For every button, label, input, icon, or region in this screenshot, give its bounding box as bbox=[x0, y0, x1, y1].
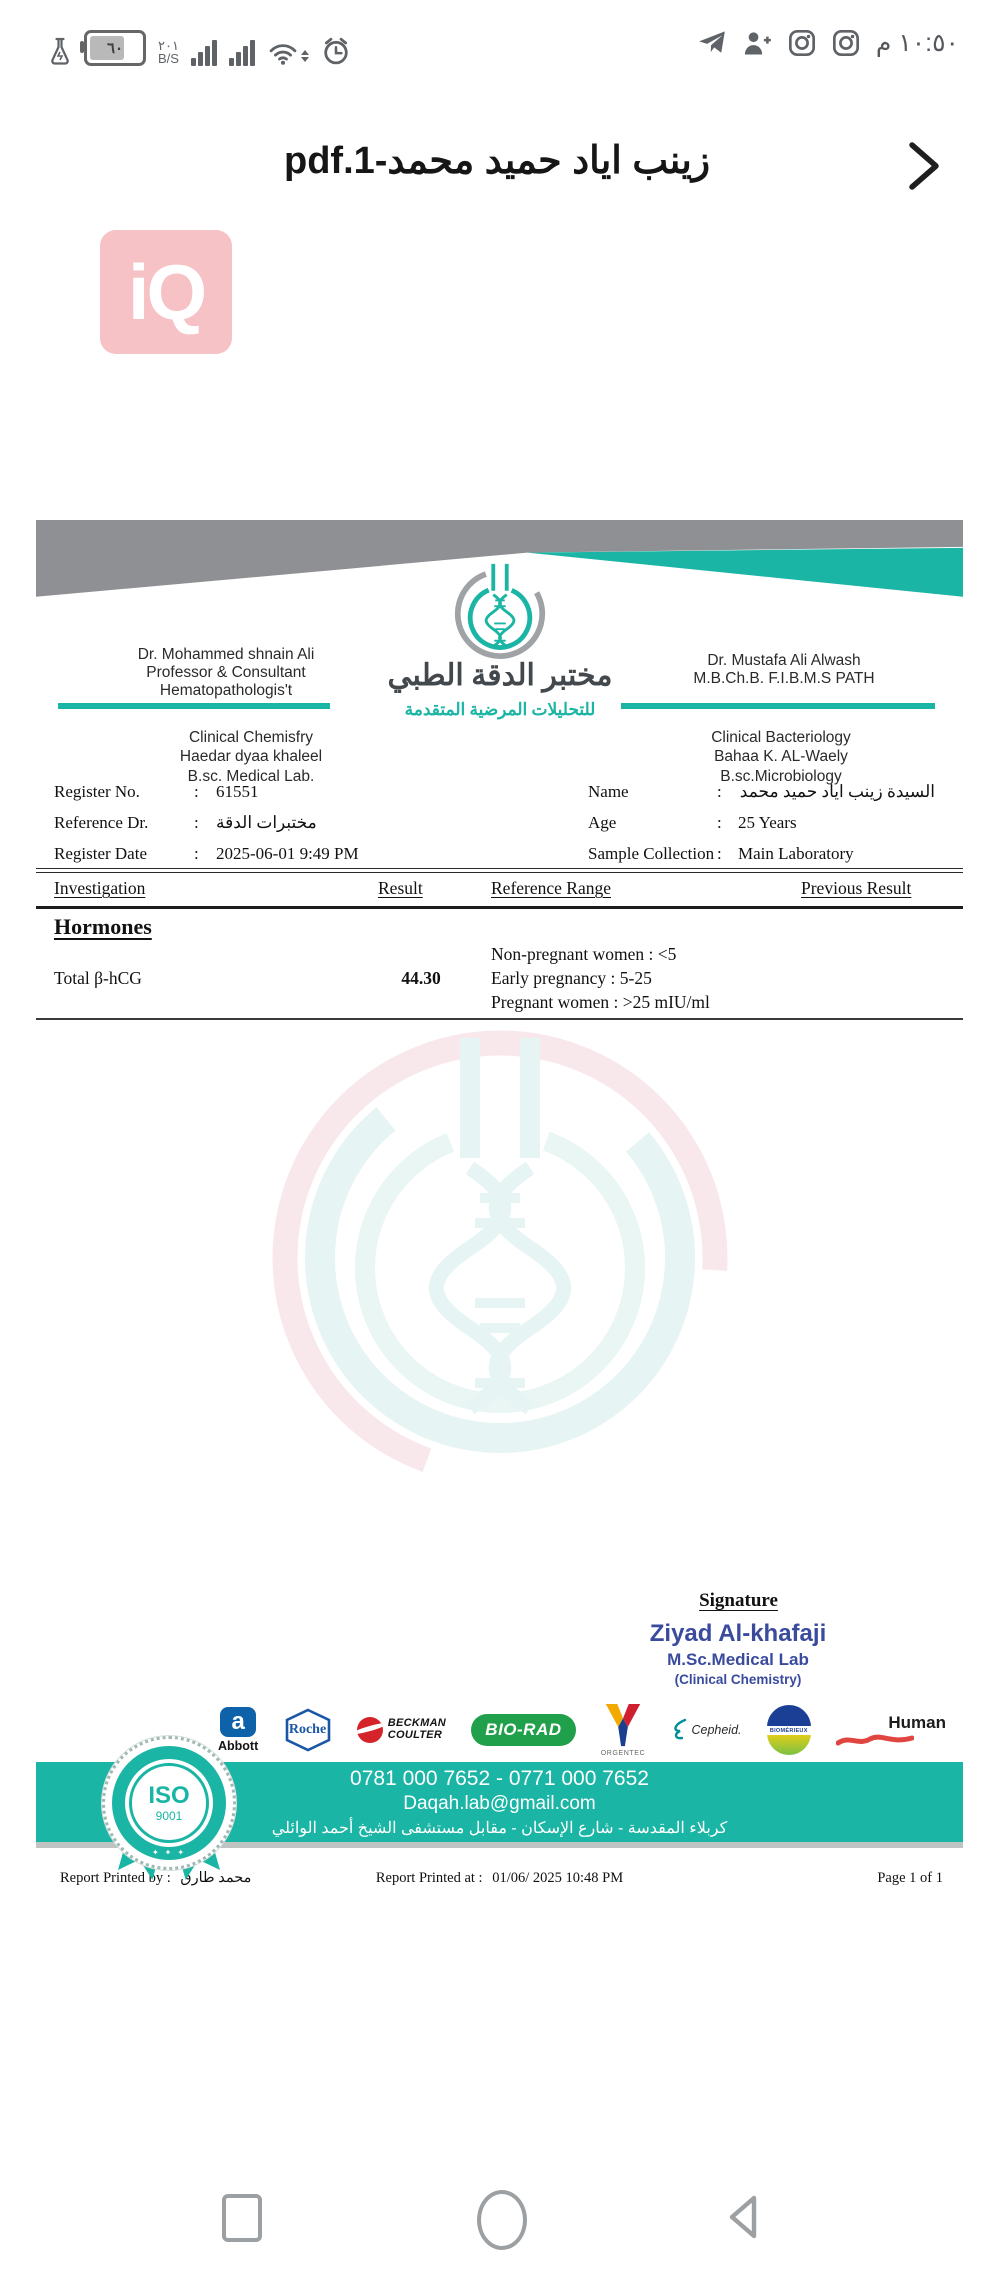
pdf-page[interactable] bbox=[36, 520, 963, 1900]
back-chevron-button[interactable] bbox=[902, 136, 946, 196]
test-result: 44.30 bbox=[401, 968, 441, 988]
person-add-icon bbox=[742, 30, 772, 56]
reference-dr-value: مختبرات الدقة bbox=[216, 813, 317, 832]
network-speed-value: ٢٠١ bbox=[158, 37, 179, 53]
network-speed-unit: B/S bbox=[158, 51, 179, 67]
nav-home-button[interactable] bbox=[477, 2190, 527, 2250]
colon: : bbox=[717, 844, 722, 863]
battery-nub bbox=[80, 41, 84, 53]
beckman-word-2: COULTER bbox=[387, 1729, 443, 1741]
sample-collection-value: Main Laboratory bbox=[738, 844, 854, 863]
staff-right-dept: Clinical Bacteriology bbox=[711, 729, 851, 746]
wifi-icon bbox=[267, 40, 309, 66]
beckman-word-1: BECKMAN bbox=[387, 1717, 447, 1730]
cellular-signal-icon-2 bbox=[229, 40, 255, 66]
col-header-result: Result bbox=[378, 878, 423, 898]
staff-left-name: Haedar dyaa khaleel bbox=[179, 748, 323, 766]
name-label: Name bbox=[588, 782, 629, 801]
reference-range-line: Early pregnancy : 5-25 bbox=[491, 968, 652, 989]
iso-number: 9001 bbox=[155, 1809, 183, 1823]
iso-text: ISO bbox=[148, 1782, 190, 1809]
signature-degree: M.Sc.Medical Lab bbox=[667, 1650, 809, 1669]
printed-at-label: Report Printed at : bbox=[375, 1870, 483, 1886]
document-title: زينب اياد حميد محمد-pdf.1 bbox=[284, 140, 711, 182]
reference-dr-label: Reference Dr. bbox=[54, 813, 149, 832]
status-time: ١٠:٥٠ م bbox=[875, 29, 959, 57]
street-address: كربلاء المقدسة - شارع الإسكان - مقابل مستشفى الشيخ أحمد الوائلي bbox=[271, 1820, 728, 1837]
lab-dna-flask-logo bbox=[452, 558, 548, 662]
instagram-icon-1 bbox=[788, 29, 816, 57]
brand-biorad-logo: BIO-RAD bbox=[471, 1714, 575, 1746]
staff-left-block bbox=[91, 728, 411, 786]
age-label: Age bbox=[588, 813, 617, 832]
brand-biomerieux-logo bbox=[767, 1705, 811, 1755]
page-number: Page 1 of 1 bbox=[877, 1870, 943, 1886]
reference-range-line: Pregnant women : >25 mIU/ml bbox=[491, 992, 710, 1013]
colon: : bbox=[717, 813, 722, 832]
printed-by-label: Report Printed by : bbox=[60, 1870, 171, 1886]
alarm-icon bbox=[321, 36, 351, 66]
iq-logo bbox=[100, 230, 232, 354]
wifi-traffic-arrows bbox=[301, 50, 309, 66]
doctor-right-block bbox=[614, 652, 954, 688]
signature-name: Ziyad Al-khafaji bbox=[649, 1620, 827, 1647]
iso-9001-badge bbox=[102, 1736, 236, 1870]
abbott-wordmark: Abbott bbox=[218, 1739, 259, 1753]
printed-at-value: 01/06/ 2025 10:48 PM bbox=[492, 1870, 624, 1886]
register-date-label: Register Date bbox=[54, 844, 147, 863]
brand-beckman-coulter-logo bbox=[357, 1717, 446, 1743]
partner-brand-logos bbox=[218, 1690, 948, 1770]
lab-flask-icon bbox=[48, 36, 72, 66]
brand-orgentec-logo bbox=[601, 1704, 645, 1757]
orgentec-wordmark: ORGENTEC bbox=[600, 1749, 646, 1757]
report-printed-at bbox=[36, 1870, 963, 1887]
doctor-left-title: Professor & Consultant bbox=[146, 663, 306, 681]
col-header-previous-result: Previous Result bbox=[801, 878, 912, 898]
telegram-icon bbox=[698, 30, 726, 56]
patient-name-value: السيدة زينب اياد حميد محمد bbox=[739, 782, 935, 801]
iso-stars: ✦ ✦ ✦ bbox=[151, 1848, 187, 1857]
colon: : bbox=[717, 782, 722, 801]
phone-numbers: 0781 000 7652 - 0771 000 7652 bbox=[350, 1767, 649, 1790]
roche-wordmark: Roche bbox=[288, 1722, 327, 1737]
battery-icon bbox=[84, 30, 146, 66]
abbott-icon: a bbox=[220, 1707, 256, 1737]
colon: : bbox=[194, 844, 199, 863]
thick-rule bbox=[36, 906, 963, 909]
signature-dept: (Clinical Chemistry) bbox=[674, 1672, 802, 1687]
cepheid-wordmark: Cepheid. bbox=[691, 1723, 742, 1737]
lab-tagline-arabic: للتحليلات المرضية المتقدمة bbox=[404, 700, 596, 719]
test-name: Total β-hCG bbox=[54, 968, 142, 988]
brand-human-logo bbox=[836, 1713, 948, 1747]
status-right-cluster bbox=[698, 28, 959, 58]
colon: : bbox=[194, 782, 199, 801]
iso-core bbox=[129, 1763, 209, 1843]
register-no-value: 61551 bbox=[216, 782, 259, 801]
col-header-investigation: Investigation bbox=[54, 878, 146, 898]
brand-cepheid-logo bbox=[670, 1718, 741, 1742]
doctor-left-name: Dr. Mohammed shnain Ali bbox=[137, 646, 315, 663]
cepheid-icon bbox=[670, 1718, 688, 1742]
lab-name-arabic: مختبر الدقة الطبي bbox=[387, 659, 613, 692]
staff-right-degree: B.sc.Microbiology bbox=[720, 767, 842, 785]
brand-roche-logo bbox=[284, 1708, 332, 1752]
doctor-right-name: Dr. Mustafa Ali Alwash bbox=[707, 652, 861, 669]
beckman-icon bbox=[357, 1717, 383, 1743]
iq-logo-text: iQ bbox=[127, 247, 205, 336]
email-address: Daqah.lab@gmail.com bbox=[403, 1793, 596, 1814]
col-header-reference-range: Reference Range bbox=[491, 878, 611, 898]
printed-by-value: محمد طارق bbox=[180, 1870, 252, 1886]
network-speed-indicator bbox=[158, 39, 179, 66]
register-no-label: Register No. bbox=[54, 782, 140, 801]
staff-left-dept: Clinical Chemisfry bbox=[188, 729, 314, 746]
reference-range-lines bbox=[491, 942, 710, 1014]
register-date-value: 2025-06-01 9:49 PM bbox=[216, 844, 359, 863]
status-bar bbox=[0, 0, 999, 67]
sample-collection-label: Sample Collection bbox=[588, 844, 715, 863]
teal-divider-left bbox=[58, 703, 330, 709]
biomerieux-wordmark: BIOMÉRIEUX bbox=[764, 1726, 814, 1735]
nav-back-button[interactable] bbox=[722, 2192, 762, 2242]
reference-range-line: Non-pregnant women : <5 bbox=[491, 944, 677, 964]
staff-left-degree: B.sc. Medical Lab. bbox=[187, 767, 315, 785]
age-value: 25 Years bbox=[738, 813, 797, 832]
teal-divider-right bbox=[621, 703, 935, 709]
signature-label: Signature bbox=[699, 1590, 778, 1611]
double-rule bbox=[36, 868, 963, 873]
staff-right-name: Bahaa K. AL-Waely bbox=[714, 748, 848, 766]
colon: : bbox=[194, 813, 199, 832]
instagram-icon-2 bbox=[832, 29, 860, 57]
nav-recents-button[interactable] bbox=[222, 2194, 262, 2242]
doctor-left-block bbox=[56, 646, 396, 699]
human-wordmark: Human bbox=[888, 1713, 946, 1732]
lab-logo-watermark bbox=[250, 1018, 750, 1488]
section-hormones: Hormones bbox=[54, 914, 152, 939]
staff-right-block bbox=[621, 728, 941, 786]
status-left-cluster bbox=[48, 30, 351, 66]
doctor-right-degrees: M.B.Ch.B. F.I.B.M.S PATH bbox=[693, 669, 875, 687]
cellular-signal-icon-1 bbox=[191, 40, 217, 66]
doctor-left-specialty: Hematopathologis't bbox=[159, 681, 293, 699]
orgentec-icon bbox=[603, 1704, 643, 1748]
human-swoosh-icon bbox=[836, 1733, 914, 1747]
battery-level: ٦٠ bbox=[106, 40, 124, 57]
